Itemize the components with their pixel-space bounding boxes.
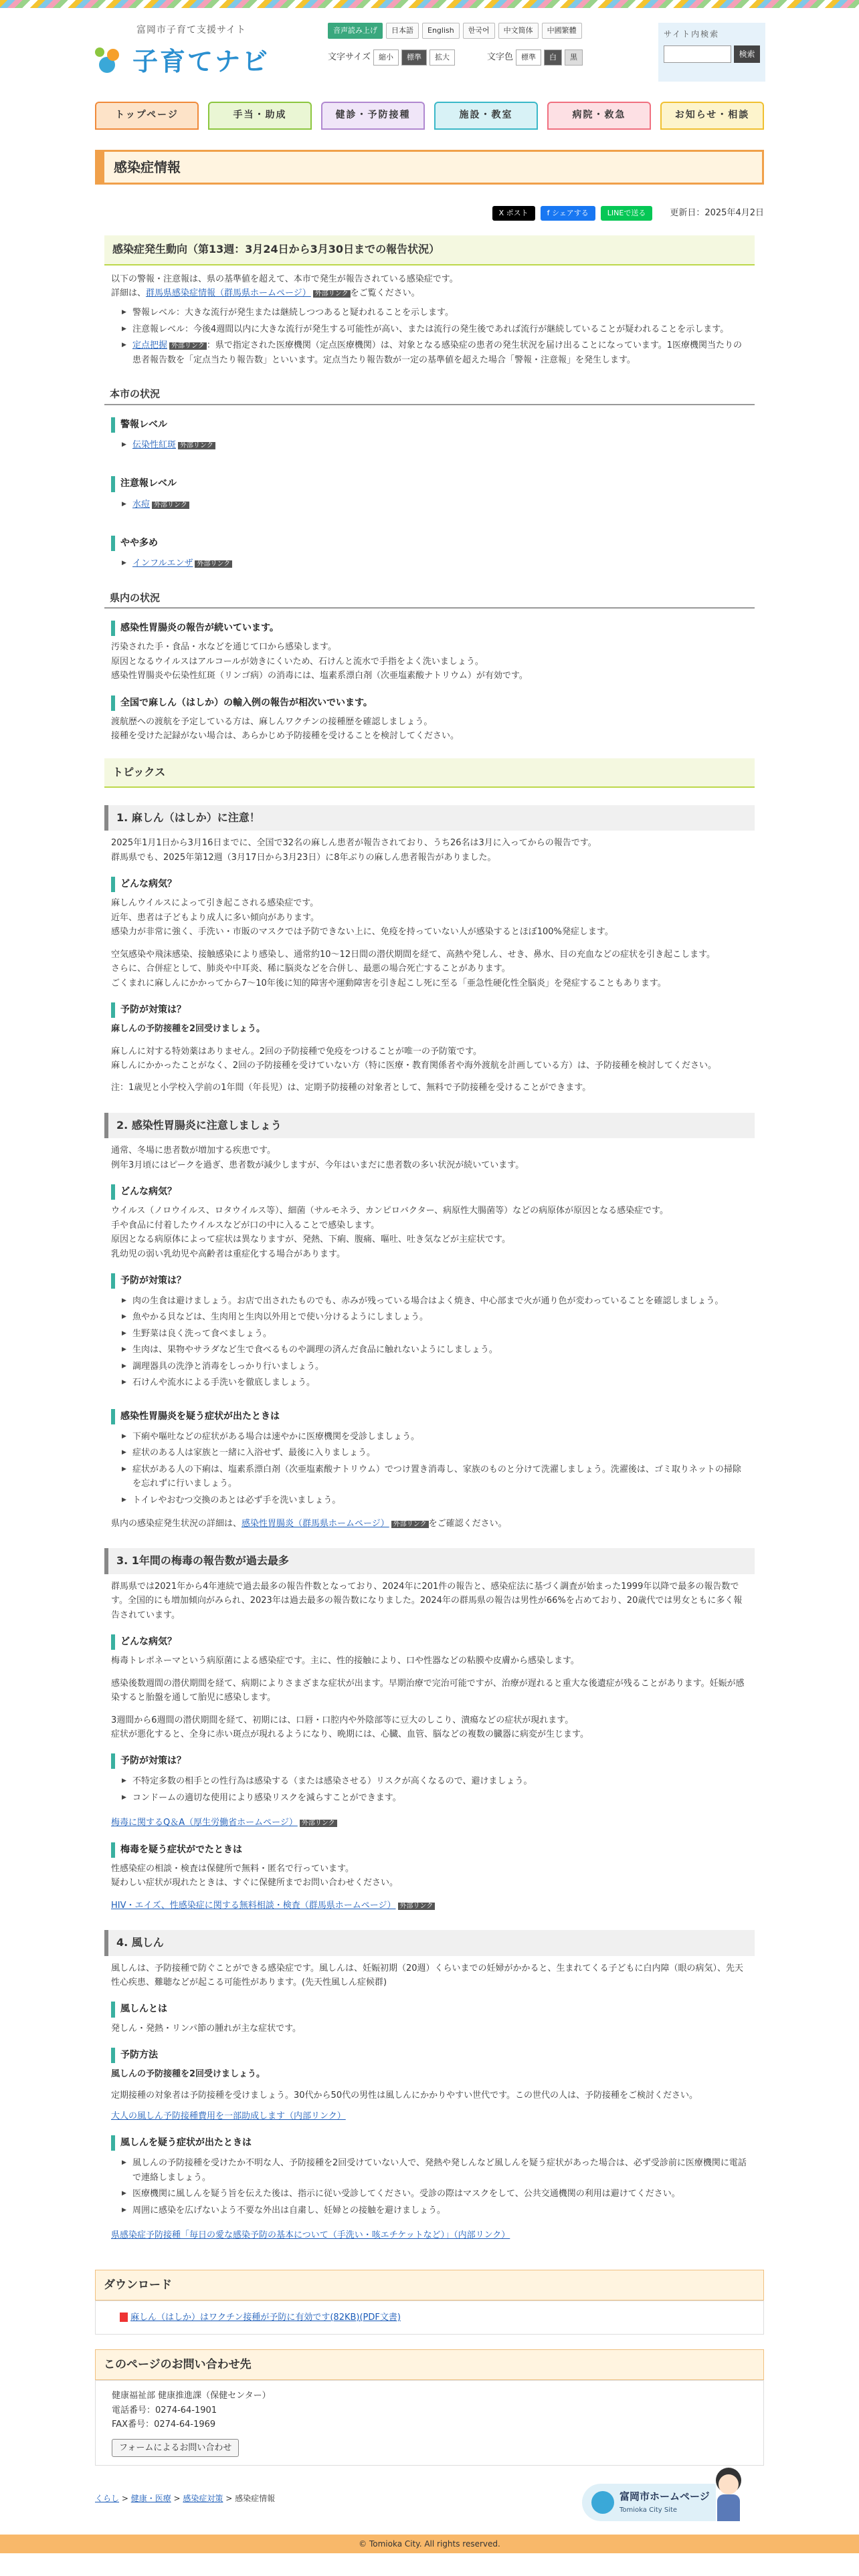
- text: 感染後数週間の潜伏期間を経て、病期によりさまざまな症状が出ます。早期治療で完治可能ですが、治療が遅れると重大な後遺症が残ることがあります。妊娠が感染すると胎盤を通して胎児に感染します。: [111, 1678, 745, 1703]
- language-bar: [328, 23, 582, 39]
- site-title: 子育てナビ: [132, 47, 270, 77]
- x-post-button[interactable]: X ポスト: [492, 206, 535, 221]
- topic-sub-heading: 梅毒を疑う症状がでたときは: [111, 1842, 748, 1858]
- search-button[interactable]: 検索: [734, 45, 760, 63]
- topic-heading: 4. 風しん: [104, 1930, 755, 1955]
- text: をご確認ください。: [428, 1518, 507, 1529]
- site-logo[interactable]: [95, 23, 270, 83]
- topic-sub-heading: どんな病気？: [111, 877, 748, 892]
- site-subtitle: 富岡市子育て支援サイト: [136, 25, 247, 35]
- list-item: ▶ 石けんや流水による手洗いを徹底しましょう。: [122, 1376, 748, 1390]
- font-large-button[interactable]: 拡大: [430, 49, 455, 66]
- text: 症状が悪化すると、全身に赤い斑点が現れるようになり、晩期には、心臓、血管、脳などの複数の臓器に病変が生じます。: [111, 1729, 589, 1739]
- city-banner-title: 富岡市ホームページ: [619, 2490, 710, 2503]
- topic-heading: 3. 1年間の梅毒の報告数が過去最多: [104, 1548, 755, 1574]
- text: 疑わしい症状が現れたときは、すぐに保健所までお問い合わせください。: [111, 1878, 399, 1889]
- text: 県内の感染症発生状況の詳細は、: [111, 1518, 242, 1529]
- breadcrumb: くらし > 健康・医療 > 感染症対策 > 感染症情報: [95, 2493, 276, 2503]
- syphilis-qa-link[interactable]: 梅毒に関するQ＆A（厚生労働省ホームページ）: [111, 1818, 298, 1828]
- nav-hospital[interactable]: 病院・救急: [547, 102, 651, 130]
- text: 詳細は、: [111, 288, 147, 298]
- mascot-icon: [710, 2468, 747, 2521]
- list-item: ▶ 肉の生食は避けましょう。お店で出されたものでも、赤みが残っている場合はよく焼き、中心部まで火が通り色が変わっていることを確認しましょう。: [122, 1294, 748, 1308]
- pref-status-heading: 県内の状況: [104, 588, 755, 609]
- breadcrumb-current: 感染症情報: [235, 2493, 276, 2503]
- contact-fax: FAX番号：0274-64-1969: [112, 2420, 216, 2430]
- pref-sub-heading: 全国で麻しん（はしか）の輸入例の報告が相次いでいます。: [111, 695, 748, 711]
- disease-link[interactable]: 伝染性紅斑: [132, 440, 177, 450]
- list-item: ▶ 生野菜は良く洗って食べましょう。: [122, 1327, 748, 1341]
- contact-dept: 健康福祉部 健康推進課（保健センター）: [112, 2391, 271, 2401]
- text: 群馬県では2021年から4年連続で過去最多の報告件数となっており、2024年に201件の報告と、感染症法に基づく調査が始まった1999年以降で最多の報告数です。全国的にも増加傾向がみられ、2023年は過去最多の報告数になりました。2024年の群馬県の報告は男性が66%を占めており、20歳代では男女ともに多く報告されています。: [111, 1581, 743, 1620]
- text: ：県で指定された医療機関（定点医療機関）は、対象となる感染症の患者の発生状況を届け出ることになっています。1医療機関当たりの患者報告数を「定点当たり報告数」といいます。定点当たり報告数が一定の基準値を超えた場合「警報・注意報」を発生します。: [132, 340, 743, 365]
- city-status-heading: 本市の状況: [104, 385, 755, 405]
- nav-news[interactable]: お知らせ・相談: [660, 102, 764, 130]
- lang-ko-button[interactable]: 한국어: [463, 23, 495, 39]
- font-normal-button[interactable]: 標準: [401, 49, 427, 66]
- external-link-icon: 外部リンク: [313, 290, 351, 298]
- text: 例年3月頃にはピークを過ぎ、患者数が減少しますが、今年はいまだに患者数の多い状況が続いています。: [111, 1160, 524, 1170]
- text: 定期接種の対象者は予防接種を受けましょう。30代から50代の男性は風しんにかかりやすい世代です。この世代の人は、予防接種をご検討ください。: [111, 2090, 698, 2101]
- topic-heading: 1. 麻しん（はしか）に注意！: [104, 805, 755, 831]
- download-heading: ダウンロード: [95, 2270, 764, 2300]
- text: 麻しんに対する特効薬はありません。2回の予防接種で免疫をつけることが唯一の予防策です。: [111, 1046, 482, 1057]
- text: 風しんの予防接種を2回受けましょう。: [111, 2069, 266, 2080]
- trend-heading: 感染症発生動向（第13週：3月24日から3月30日までの報告状況）: [104, 235, 755, 265]
- hiv-test-link[interactable]: HIV・エイズ、性感染症に関する無料相談・検査（群馬県ホームページ）: [111, 1900, 396, 1911]
- updated-date: 更新日：2025年4月2日: [670, 208, 764, 219]
- topic-sub-heading: 風しんとは: [111, 2002, 748, 2017]
- facebook-share-button[interactable]: f シェアする: [541, 206, 595, 221]
- global-nav: [95, 102, 764, 130]
- topic-sub-heading: 予防が対策は？: [111, 1273, 748, 1289]
- lang-zh-tw-button[interactable]: 中國繁體: [542, 23, 582, 39]
- breadcrumb-link[interactable]: 健康・医療: [130, 2493, 171, 2503]
- external-link-icon: 外部リンク: [398, 1903, 436, 1910]
- nav-checkup[interactable]: 健診・予防接種: [321, 102, 425, 130]
- text: 渡航歴への渡航を予定している方は、麻しんワクチンの接種歴を確認しましょう。: [111, 716, 433, 727]
- lang-en-button[interactable]: English: [422, 23, 460, 39]
- contact-heading: このページのお問い合わせ先: [95, 2349, 764, 2380]
- topic-heading: 2. 感染性胃腸炎に注意しましょう: [104, 1113, 755, 1138]
- level-heading: 警報レベル: [111, 417, 748, 433]
- note-text: 注：1歳児と小学校入学前の1年間（年長児）は、定期予防接種の対象者として、無料で予防接種を受けることができます。: [111, 1083, 591, 1093]
- topic-sub-heading: 予防が対策は？: [111, 1753, 748, 1769]
- text: 性感染症の相談・検査は保健所で無料・匿名で行っています。: [111, 1863, 354, 1874]
- list-item: ▶ 下痢や嘔吐などの症状がある場合は速やかに医療機関を受診しましょう。: [122, 1430, 748, 1444]
- pdf-label: 麻しん（はしか）はワクチン接種が予防に有効です(82KB)(PDF文書): [130, 2312, 401, 2323]
- rubella-subsidy-link[interactable]: 大人の風しん予防接種費用を一部助成します（内部リンク）: [111, 2111, 346, 2121]
- text: 原因となるウイルスはアルコールが効きにくいため、石けんと流水で手指をよく洗いましょう。: [111, 656, 484, 667]
- list-item: ▶ 医療機関に風しんを疑う旨を伝えた後は、指示に従い受診してください。受診の際はマスクをして、公共交通機関の利用は避けてください。: [122, 2187, 748, 2201]
- text: 感染性胃腸炎や伝染性紅斑（リンゴ病）の消毒には、塩素系漂白剤（次亜塩素酸ナトリウム）が有効です。: [111, 671, 528, 681]
- city-logo-icon: [591, 2491, 614, 2514]
- prevention-basics-link[interactable]: 県感染症予防接種「毎日の愛な感染予防の基本について（手洗い・咳エチケットなど）」（内部リンク）: [111, 2230, 510, 2241]
- font-small-button[interactable]: 縮小: [373, 49, 399, 66]
- level-heading: 注意報レベル: [111, 476, 748, 492]
- contact-tel: 電話番号：0274-64-1901: [112, 2405, 217, 2416]
- display-controls: [328, 49, 583, 66]
- contact-form-button[interactable]: フォームによるお問い合わせ: [112, 2439, 239, 2457]
- external-link-icon: 外部リンク: [178, 442, 215, 449]
- city-site-banner[interactable]: [582, 2468, 749, 2521]
- search-input[interactable]: [664, 45, 731, 63]
- text: 空気感染や飛沫感染、接触感染により感染し、通常約10〜12日間の潜伏期間を経て、高熱や発しん、せき、鼻水、目の充血などの症状を引き起こします。: [111, 949, 716, 960]
- text: 麻しんウイルスによって引き起こされる感染症です。: [111, 898, 319, 909]
- read-aloud-button[interactable]: 音声読み上げ: [328, 23, 383, 39]
- text: 2025年1月1日から3月16日までに、全国で32名の麻しん患者が報告されており、うち26名は3月に入ってからの報告です。: [111, 838, 597, 849]
- logo-mark-icon: [95, 47, 123, 76]
- text: 発しん・発熱・リンパ節の腫れが主な症状です。: [111, 2023, 302, 2034]
- top-stripe: [0, 0, 859, 8]
- nav-top[interactable]: トップページ: [95, 102, 199, 130]
- text: 感染力が非常に強く、手洗い・市販のマスクでは予防できない上に、免疫を持っていない人が感染するとほぼ100%発症します。: [111, 927, 613, 938]
- topic-sub-heading: どんな病気？: [111, 1184, 748, 1200]
- color-white-button[interactable]: 白: [544, 49, 562, 66]
- text: さらに、合併症として、肺炎や中耳炎、稀に脳炎などを合併し、最悪の場合死亡することがあります。: [111, 964, 510, 974]
- share-bar: [95, 206, 764, 221]
- list-item: ▶ 症状のある人は家族と一緒に入浴せず、最後に入りましょう。: [122, 1446, 748, 1460]
- text: をご覧ください。: [350, 288, 420, 298]
- site-search: [658, 23, 765, 82]
- text: ウイルス（ノロウイルス、ロタウイルス等）、細菌（サルモネラ、カンピロバクター、病原性大腸菌等）などの病原体が原因となる感染症です。: [111, 1206, 669, 1216]
- site-header: [95, 8, 764, 88]
- copyright: © Tomioka City. All rights reserved.: [359, 2539, 500, 2549]
- list-item: ▶ 周囲に感染を広げないよう不要な外出は自粛し、妊婦との接触を避けましょう。: [122, 2204, 748, 2218]
- city-banner-sub: Tomioka City Site: [619, 2506, 678, 2514]
- sentinel-link[interactable]: 定点把握: [132, 340, 168, 351]
- list-item: ▶ 調理器具の洗浄と消毒をしっかり行いましょう。: [122, 1360, 748, 1374]
- list-item: ▶ 不特定多数の相手との性行為は感染する（または感染させる）リスクが高くなるので、避けましょう。: [122, 1774, 748, 1788]
- pdf-icon: [120, 2313, 128, 2322]
- text: 汚染された手・食品・水などを通じて口から感染します。: [111, 642, 337, 653]
- footer: [0, 2535, 859, 2553]
- text: 接種を受けた記録がない場合は、あらかじめ予防接種を受けることを検討してください。: [111, 731, 460, 742]
- text: 麻しんの予防接種を2回受けましょう。: [111, 1024, 266, 1035]
- topic-sub-heading: 風しんを疑う症状が出たときは: [111, 2135, 748, 2151]
- list-item: ▶ 警報レベル：大きな流行が発生または継続しつつあると疑われることを示します。: [122, 306, 748, 320]
- pref-sub-heading: 感染性胃腸炎の報告が続いています。: [111, 621, 748, 636]
- topic-sub-heading: 予防が対策は？: [111, 1002, 748, 1018]
- text: 群馬県でも、2025年第12週（3月17日から3月23日）に8年ぶりの麻しん患者報告がありました。: [111, 852, 496, 863]
- external-link-icon: 外部リンク: [391, 1521, 429, 1528]
- download-box: [95, 2300, 764, 2335]
- text: 乳幼児の弱い乳幼児や高齢者は重症化する場合があります。: [111, 1249, 345, 1259]
- topic-sub-heading: 感染性胃腸炎を疑う症状が出たときは: [111, 1409, 748, 1424]
- nav-allowance[interactable]: 手当・助成: [208, 102, 312, 130]
- topic-sub-heading: 予防方法: [111, 2048, 748, 2063]
- text: 風しんは、予防接種で防ぐことができる感染症です。風しんは、妊娠初期（20週）くらいまでの妊婦がかかると、生まれてくる子どもに白内障（眼の病気）、先天性心疾患、難聴などが起こる可能性があります。(先天性風しん症候群): [111, 1963, 744, 1988]
- disease-link[interactable]: 水痘: [132, 499, 151, 510]
- breadcrumb-link[interactable]: くらし: [95, 2493, 120, 2503]
- contact-box: [95, 2380, 764, 2466]
- color-black-button[interactable]: 黒: [565, 49, 583, 66]
- text: 近年、患者は子どもより成人に多い傾向があります。: [111, 912, 319, 923]
- list-item: ▶ 症状がある人の下痢は、塩素系漂白剤（次亜塩素酸ナトリウム）でつけ置き消毒し、家族のものと分けて洗濯しましょう。洗濯後は、ゴミ取りネットの掃除を忘れずに行いましょう。: [122, 1463, 748, 1491]
- text: ごくまれに麻しんにかかってから7〜10年後に知的障害や運動障害を引き起こし死に至る「亜急性硬化性全脳炎」を発症することもあります。: [111, 978, 666, 988]
- text: 麻しんにかかったことがなく、2回の予防接種を受けていない方（特に医療・教育関係者や海外渡航を計画している方）は、予防接種を検討してください。: [111, 1060, 717, 1071]
- gastro-link[interactable]: 感染性胃腸炎（群馬県ホームページ）: [242, 1518, 389, 1529]
- text: 原因となる病原体によって症状は異なりますが、発熱、下痢、腹痛、嘔吐、吐き気などが主症状です。: [111, 1235, 510, 1245]
- trend-intro: 以下の警報・注意報は、県の基準値を超えて、本市で発生が報告されている感染症です。: [111, 274, 458, 284]
- pdf-download-link[interactable]: [120, 2313, 401, 2323]
- disease-link[interactable]: インフルエンザ: [132, 558, 193, 569]
- search-label: サイト内検索: [664, 29, 720, 39]
- lang-zh-cn-button[interactable]: 中文简体: [498, 23, 539, 39]
- list-item: ▶ 生肉は、果物やサラダなど生で食べるものや調理の済んだ食品に触れないようにしましょう。: [122, 1343, 748, 1357]
- color-normal-button[interactable]: 標準: [516, 49, 541, 66]
- breadcrumb-link[interactable]: 感染症対策: [183, 2493, 223, 2503]
- external-link-icon: 外部リンク: [300, 1820, 337, 1827]
- text: 手や食品に付着したウイルスなどが口の中に入ることで感染します。: [111, 1220, 380, 1230]
- text-color-label: 文字色: [486, 52, 513, 63]
- external-link-icon: 外部リンク: [169, 342, 207, 350]
- lang-ja-button[interactable]: 日本語: [386, 23, 419, 39]
- external-link-icon: 外部リンク: [195, 560, 232, 568]
- text: 梅毒トレポネーマという病原菌による感染症です。主に、性的接触により、口や性器などの粘膜や皮膚から感染します。: [111, 1656, 579, 1667]
- list-item: ▶ トイレやおむつ交換のあとは必ず手を洗いましょう。: [122, 1493, 748, 1507]
- list-item: ▶ コンドームの適切な使用により感染リスクを減らすことができます。: [122, 1791, 748, 1805]
- nav-facility[interactable]: 施設・教室: [434, 102, 538, 130]
- topic-sub-heading: どんな病気？: [111, 1634, 748, 1650]
- page-title: 感染症情報: [95, 150, 764, 185]
- external-link-icon: 外部リンク: [152, 502, 189, 509]
- list-item: ▶ 魚やかる貝などは、生肉用と生肉以外用とで使い分けるようにしましょう。: [122, 1310, 748, 1324]
- line-share-button[interactable]: LINEで送る: [601, 206, 653, 221]
- gunma-infection-link[interactable]: 群馬県感染症情報（群馬県ホームページ）: [146, 288, 311, 298]
- text: 通常、冬場に患者数が増加する疾患です。: [111, 1146, 276, 1156]
- list-item: ▶ 風しんの予防接種を受けたか不明な人、予防接種を2回受けていない人で、発熱や発しんなど風しんを疑う症状があった場合は、必ず受診前に医療機関に電話で連絡しましょう。: [122, 2156, 748, 2185]
- font-size-label: 文字サイズ: [328, 52, 371, 63]
- list-item: ▶ 注意報レベル：今後4週間以内に大きな流行が発生する可能性が高い、または流行の発生後であれば流行が継続していることが疑われることを示します。: [122, 322, 748, 336]
- topics-heading: トピックス: [104, 758, 755, 788]
- level-heading: やや多め: [111, 536, 748, 551]
- text: 3週間から6週間の潜伏期間を経て、初期には、口唇・口腔内や外陰部等に豆大のしこり、潰瘍などの症状が現れます。: [111, 1715, 574, 1725]
- list-item: [122, 338, 748, 367]
